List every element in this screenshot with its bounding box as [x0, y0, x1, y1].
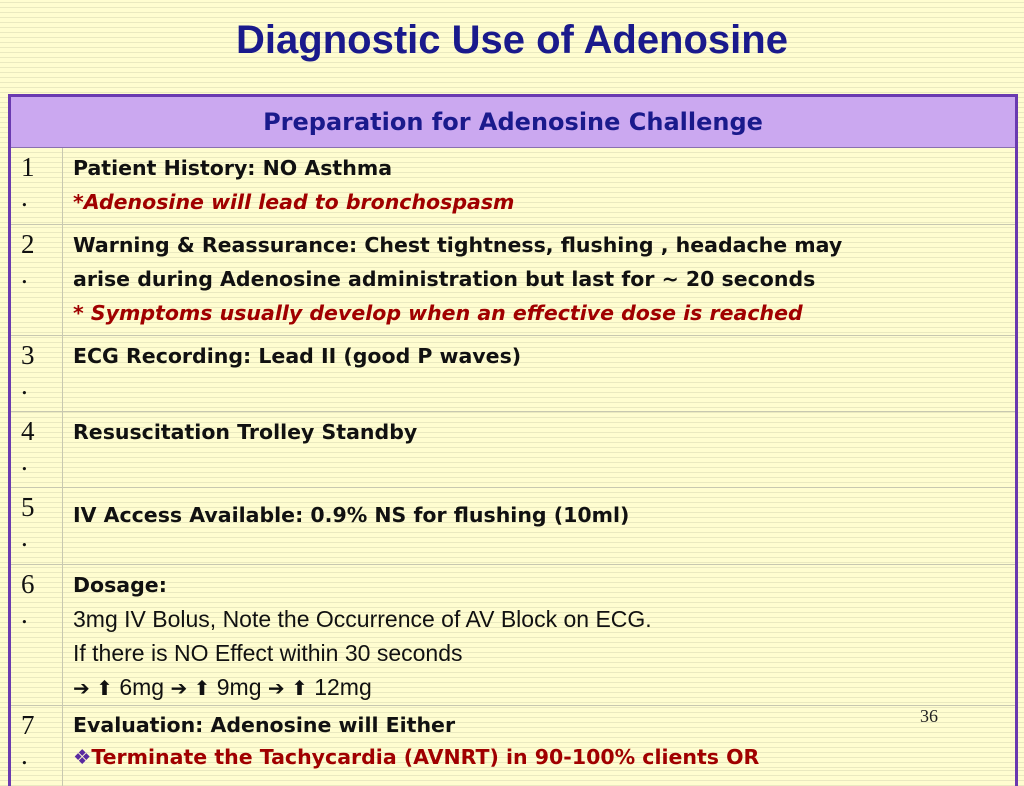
preparation-table: [8, 94, 1018, 786]
row-text: Evaluation: Adenosine will Either: [73, 713, 456, 737]
row-text: Warning & Reassurance: Chest tightness, flushing , headache may: [73, 233, 843, 257]
row-content: [63, 488, 1015, 564]
row-number: 6 .: [11, 565, 63, 705]
row-text: ECG Recording: Lead II (good P waves): [73, 344, 522, 368]
dose-escalation: [73, 670, 1015, 706]
row-content: [63, 225, 1015, 335]
table-row: [11, 336, 1015, 412]
dose-step: 6mg: [119, 674, 165, 700]
up-arrow-icon: ⬆: [291, 678, 308, 700]
row-content: [63, 336, 1015, 411]
diamond-bullet-icon: ❖: [73, 745, 92, 769]
row-text: Patient History: NO Asthma: [73, 156, 393, 180]
right-arrow-icon: ➔: [267, 678, 285, 700]
slide-title: Diagnostic Use of Adenosine: [236, 18, 788, 62]
table-row: [11, 706, 1015, 786]
row-text: If there is NO Effect within 30 seconds: [73, 640, 463, 666]
row-text: 3mg IV Bolus, Note the Occurrence of AV Block on ECG.: [73, 606, 652, 632]
dose-step: 9mg: [216, 674, 262, 700]
up-arrow-icon: ⬆: [193, 678, 211, 700]
page-number: 36: [920, 706, 938, 726]
dose-step: 12mg: [314, 674, 372, 700]
table-row: [11, 148, 1015, 225]
row-number: 1 .: [11, 148, 63, 224]
right-arrow-icon: ➔: [170, 678, 188, 700]
row-content: [63, 706, 1015, 786]
row-number: 2 .: [11, 225, 63, 335]
row-note: * Symptoms usually develop when an effective dose is reached: [73, 301, 803, 325]
row-number: 5 .: [11, 488, 63, 564]
row-note: *Adenosine will lead to bronchospasm: [73, 190, 515, 214]
row-number: 4 .: [11, 412, 63, 487]
table-header: Preparation for Adenosine Challenge: [11, 97, 1015, 148]
table-row: [11, 488, 1015, 565]
row-text: Resuscitation Trolley Standby: [73, 420, 418, 444]
row-number: 7 .: [11, 706, 63, 786]
row-content: [63, 565, 1015, 705]
row-text: IV Access Available: 0.9% NS for flushing (10ml): [73, 503, 630, 527]
table-row: [11, 565, 1015, 706]
row-number: 3 .: [11, 336, 63, 411]
row-content: [63, 412, 1015, 487]
table-row: [11, 225, 1015, 336]
row-text: Dosage:: [73, 573, 167, 597]
row-content: [63, 148, 1015, 224]
row-bullet: ❖Terminate the Tachycardia (AVNRT) in 90-100% clients OR: [73, 745, 760, 769]
table-row: [11, 412, 1015, 488]
right-arrow-icon: ➔: [73, 678, 90, 700]
up-arrow-icon: ⬆: [96, 678, 113, 700]
row-text: arise during Adenosine administration but last for ~ 20 seconds: [73, 267, 816, 291]
